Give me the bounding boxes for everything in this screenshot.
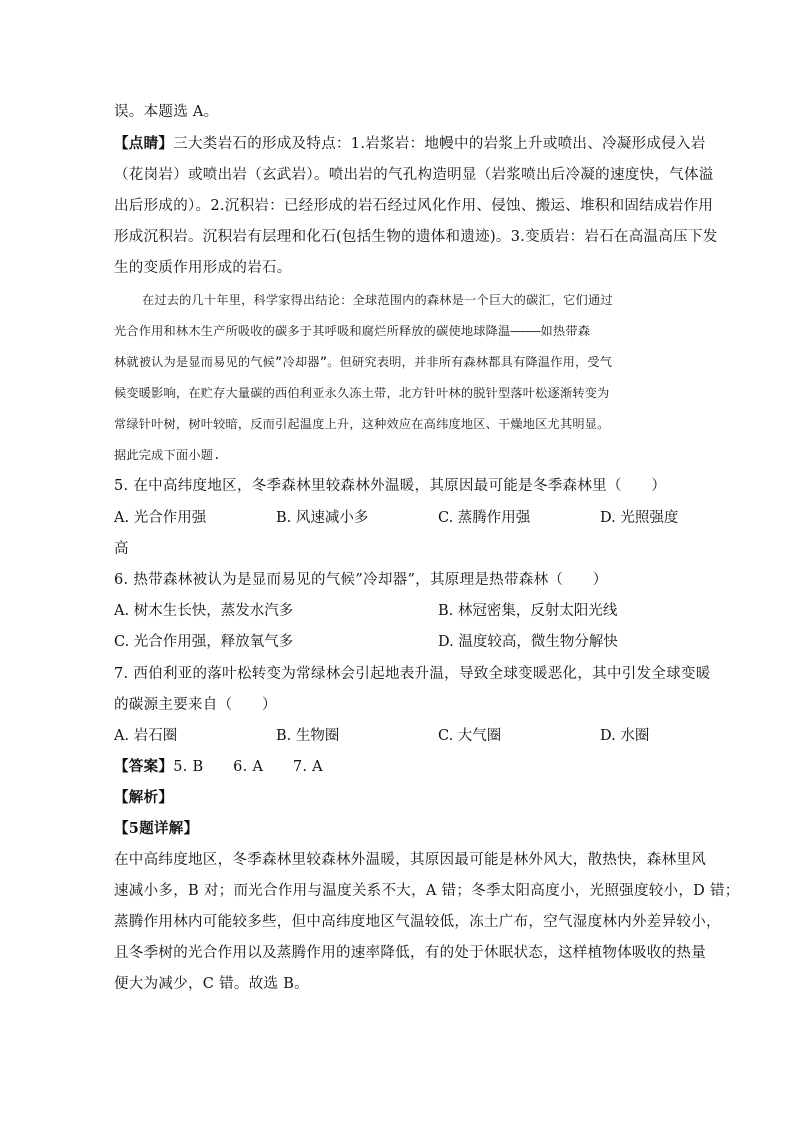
question-5-option-c: C. 蒸腾作用强 bbox=[438, 510, 531, 526]
question-7-stem-line-2: 的碳源主要来自（ ） bbox=[114, 697, 277, 713]
tip-line-2: （花岗岩）或喷出岩（玄武岩）。喷出岩的气孔构造明显（岩浆喷出后冷凝的速度快，气体溢 bbox=[114, 167, 714, 183]
tip-label: 【点睛】 bbox=[114, 135, 174, 152]
question-7-option-b: B. 生物圈 bbox=[276, 728, 340, 744]
question-7-option-c: C. 大气圈 bbox=[438, 728, 502, 744]
question-7-option-d: D. 水圈 bbox=[600, 728, 650, 744]
question-5-option-a: A. 光合作用强 bbox=[114, 510, 207, 526]
tip-line-4: 形成沉积岩。沉积岩有层理和化石(包括生物的遗体和遗迹)。3.变质岩：岩石在高温高压下发 bbox=[114, 229, 718, 245]
analysis-line-1: 在中高纬度地区，冬季森林里较森林外温暖，其原因最可能是林外风大，散热快，森林里风 bbox=[114, 852, 706, 868]
question-7-stem-line-1: 7. 西伯利亚的落叶松转变为常绿林会引起地表升温，导致全球变暖恶化，其中引发全球变暖 bbox=[114, 666, 711, 682]
question-5-detail-label: 【5题详解】 bbox=[114, 820, 199, 837]
question-5-option-b: B. 风速减小多 bbox=[276, 510, 369, 526]
question-5-option-d-wrap: 高 bbox=[114, 541, 129, 557]
analysis-label: 【解析】 bbox=[114, 789, 174, 806]
question-6-option-c: C. 光合作用强，释放氧气多 bbox=[114, 634, 294, 650]
analysis-line-5: 便大为减少，C 错。故选 B。 bbox=[114, 976, 309, 992]
question-7-option-a: A. 岩石圈 bbox=[114, 728, 178, 744]
passage-line-3: 林就被认为是显而易见的气候”冷却器”。但研究表明，并非所有森林都具有降温作用，受气 bbox=[114, 355, 613, 369]
answer-label: 【答案】 bbox=[114, 758, 174, 775]
question-5-option-d: D. 光照强度 bbox=[600, 510, 679, 526]
passage-line-1: 在过去的几十年里，科学家得出结论：全球范围内的森林是一个巨大的碳汇，它们通过 bbox=[142, 293, 613, 307]
analysis-line-2: 速减小多，B 对；而光合作用与温度关系不大，A 错；冬季太阳高度小，光照强度较小，D 错； bbox=[114, 883, 740, 899]
tip-line-5: 生的变质作用形成的岩石。 bbox=[114, 260, 292, 276]
analysis-line-3: 蒸腾作用林内可能较多些，但中高纬度地区气温较低，冻土广布，空气湿度林内外差异较小， bbox=[114, 914, 721, 930]
passage-line-6: 据此完成下面小题. bbox=[114, 448, 221, 462]
passage-line-2: 光合作用和林木生产所吸收的碳多于其呼吸和腐烂所释放的碳使地球降温————如热带森 bbox=[114, 324, 591, 338]
tip-line-3: 出后形成的）。2.沉积岩：已经形成的岩石经过风化作用、侵蚀、搬运、堆积和固结成岩作用 bbox=[114, 198, 714, 214]
explanation-end-line: 误。本题选 A。 bbox=[114, 104, 219, 120]
answer-line bbox=[114, 757, 684, 777]
question-6-option-d: D. 温度较高，微生物分解快 bbox=[438, 634, 618, 650]
answer-text: 5. B 6. A 7. A bbox=[173, 759, 323, 775]
question-5-stem: 5. 在中高纬度地区，冬季森林里较森林外温暖，其原因最可能是冬季森林里（ ） bbox=[114, 478, 667, 494]
tip-text-1: 三大类岩石的形成及特点：1.岩浆岩：地幔中的岩浆上升或喷出、冷凝形成侵入岩 bbox=[173, 136, 706, 152]
question-6-option-b: B. 林冠密集，反射太阳光线 bbox=[438, 603, 618, 619]
passage-line-4: 候变暖影响，在贮存大量碳的西伯利亚永久冻土带，北方针叶林的脱针型落叶松逐渐转变为 bbox=[114, 386, 610, 400]
analysis-line-4: 且冬季树的光合作用以及蒸腾作用的速率降低，有的处于休眠状态，这样植物体吸收的热量 bbox=[114, 945, 706, 961]
question-6-option-a: A. 树木生长快，蒸发水汽多 bbox=[114, 603, 294, 619]
passage-line-5: 常绿针叶树，树叶较暗，反而引起温度上升，这种效应在高纬度地区、干燥地区尤其明显。 bbox=[114, 417, 610, 431]
tip-line-1 bbox=[114, 134, 706, 154]
question-6-stem: 6. 热带森林被认为是显而易见的气候”冷却器”，其原理是热带森林（ ） bbox=[114, 572, 608, 588]
